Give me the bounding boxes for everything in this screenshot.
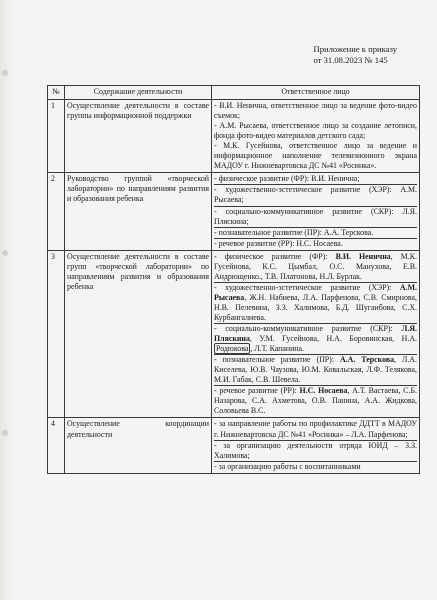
responsible-item: - В.И. Ненична, ответственное лицо за ведение фото-видео съемок; (214, 101, 417, 121)
responsible-item: - социально-коммуникативное развитие (СКР): Л.Я. Пляскина; (214, 207, 417, 228)
responsible-item: - А.М. Рысаева, ответственное лицо за создание летописи, фонда фото-видео материалов детского сада; (214, 121, 417, 141)
direction-pr: - познавательное развитие (ПР): А.А. Терскова, Л.А. Киселева, Ю.В. Чаузова, Ю.М. Ковальская, Л.Ф. Телякова, М.И. Габак, С.В. Шевела. (214, 355, 417, 386)
responsible-item: - за организацию работы с воспитанниками (214, 461, 361, 471)
column-header-number: № (48, 86, 65, 100)
responsible-cell (212, 100, 420, 173)
table-row (48, 250, 420, 418)
responsible-item: - речевое развитие (РР): Н.С. Носаева. (214, 238, 343, 248)
activity-cell: Руководство группой «творческой лаборатории» по направлениям развития и образования ребенка (65, 173, 212, 250)
binding-edge (0, 0, 14, 600)
annex-title: Приложение к приказу (313, 44, 397, 54)
activity-cell: Осуществление координации деятельности (65, 418, 212, 473)
direction-skr: - социально-коммуникативное развитие (СКР): Л.Я. Пляскина, У.М. Гусейнова, Н.А. Боровинская, Н.А. Родюкова , Л.Т. Капанина. (214, 324, 417, 355)
responsibility-table (47, 85, 420, 474)
responsible-item: - М.К. Гусейнова, ответственное лицо за ведение и информационное наполнение телевизионного экрана МАДОУ г. Нижневартовска ДС №41 «Росинка». (214, 141, 417, 171)
row-number: 2 (48, 173, 65, 250)
responsible-item: - художественно-эстетическое развитие (ХЭР): А.М. Рысаева; (214, 185, 417, 206)
activity-cell: Осуществление деятельности в составе группы информационной поддержки (65, 100, 212, 173)
handwritten-box: Родюкова (216, 344, 249, 354)
table-row (48, 100, 420, 173)
order-date-number: от 31.08.2023 № 145 (313, 55, 388, 65)
direction-rr: - речевое развитие (РР): Н.С. Носаева, А.Т. Вастаева, С.Б. Назарова, С.А. Ахметова, О.В. Панина, А.А. Жидкова, Соловьева В.С. (214, 386, 418, 416)
table-row (48, 418, 420, 473)
column-header-activity: Содержание деятельности (65, 86, 212, 100)
row-number: 4 (48, 418, 65, 473)
table-row (48, 173, 420, 250)
column-header-responsible: Ответственное лицо (212, 86, 420, 100)
order-annex-header (314, 44, 397, 66)
responsible-item: - познавательное развитие (ПР): А.А. Терскова. (214, 228, 417, 239)
activity-cell: Осуществление деятельности в составе групп «творческой лаборатории» по направлениям развития и образования ребенка (65, 250, 212, 418)
responsible-cell (212, 418, 420, 473)
responsible-item: - физическое развитие (ФР): В.И. Ненична; (214, 174, 417, 185)
responsible-item: - за организацию деятельности отряда ЮИД – З.З. Халимова; (214, 441, 417, 462)
direction-her: - художественно-эстетическое развитие (ХЭР): А.М. Рысаева, Ж.Н. Набиева, Л.А. Парфенова, С.В. Смирнова, Н.В. Пелевина, З.З. Халимова, Б.Д. Шугаибова, С.Х. Курбангалиева. (214, 283, 417, 324)
responsible-cell (212, 173, 420, 250)
table-header-row (48, 86, 420, 100)
row-number: 1 (48, 100, 65, 173)
direction-fr: - физическое развитие (ФР): В.И. Ненична, М.К. Гусейнова, К.С. Цымбал, О.С. Манухова, Е.В. Андрющенко., Т.В. Платонова, Н.Л. Бурлак. (214, 252, 417, 283)
row-number: 3 (48, 250, 65, 418)
responsible-item: - за направление работы по профилактике ДДТТ в МАДОУ г. Нижневартовска ДС №41 «Росинка» – Л.А. Парфенова; (214, 419, 417, 440)
responsible-cell (212, 250, 420, 418)
